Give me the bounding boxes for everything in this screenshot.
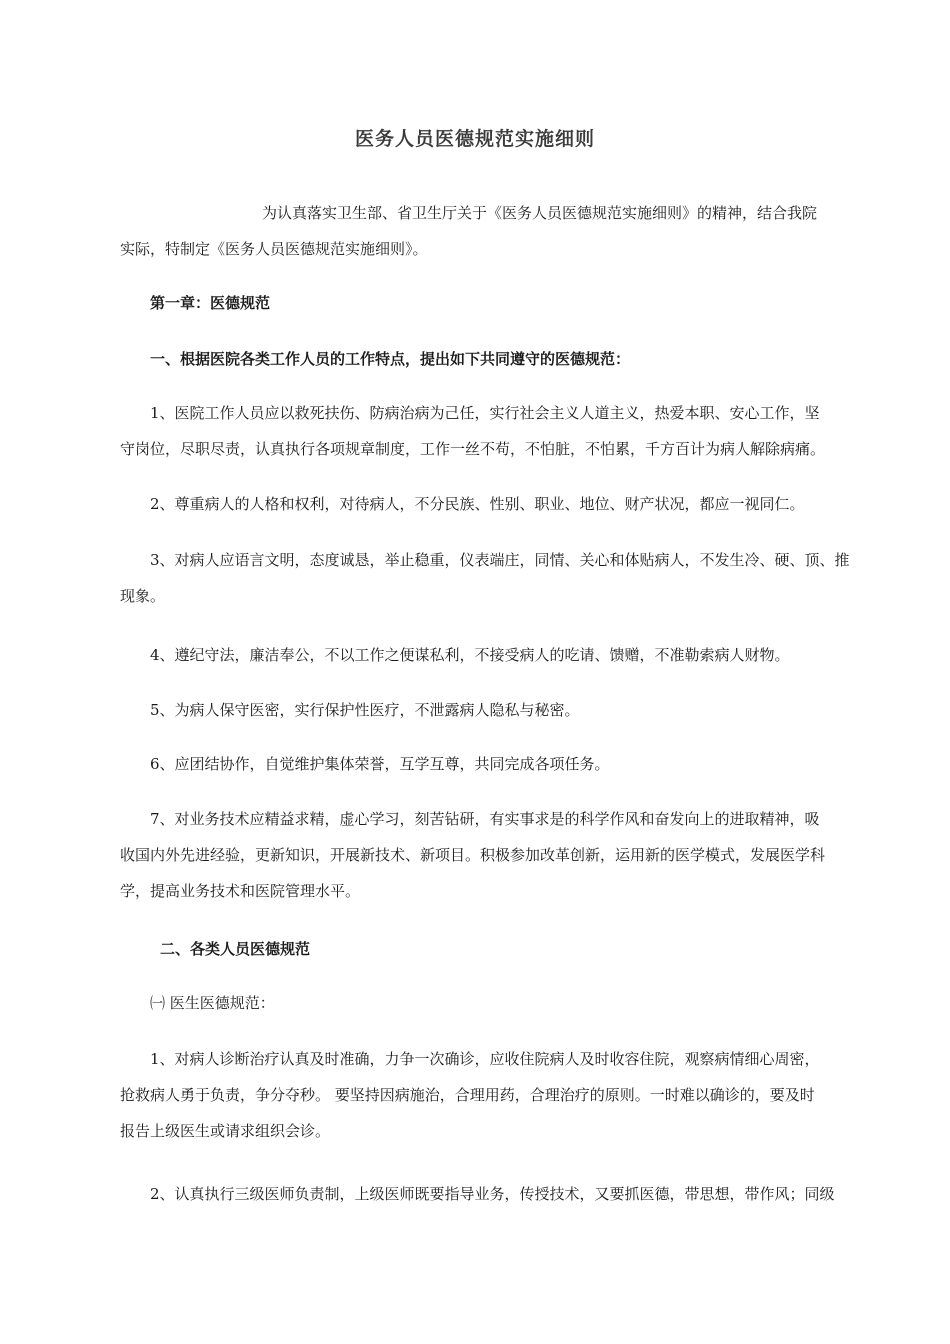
document-title: 医务人员医德规范实施细则 — [354, 128, 595, 150]
rule-line: 收国内外先进经验，更新知识，开展新技术、新项目。积极参加改革创新，运用新的医学模式，发展医学科 — [120, 846, 826, 864]
rule-paragraph — [120, 395, 832, 467]
rule-line: 6、应团结协作，自觉维护集体荣誉，互学互尊，共同完成各项任务。 — [150, 755, 610, 773]
intro-line: 实际，特制定《医务人员医德规范实施细则》。 — [120, 240, 428, 258]
rule-line: 3、对病人应语言文明，态度诚恳，举止稳重，仪表端庄，同情、关心和体贴病人，不发生冷、硬、顶、推 — [150, 551, 850, 569]
rule-paragraph — [120, 746, 832, 782]
rule-line: 4、遵纪守法，廉洁奉公，不以工作之便谋私利，不接受病人的吃请、馈赠，不准勒索病人财物。 — [150, 646, 790, 664]
rule-paragraph — [120, 637, 832, 673]
section-heading: 一、根据医院各类工作人员的工作特点，提出如下共同遵守的医德规范： — [150, 350, 631, 368]
rule-paragraph — [120, 692, 832, 728]
chapter-heading: 第一章：医德规范 — [150, 294, 271, 312]
rule-line: 报告上级医生或请求组织会诊。 — [120, 1122, 331, 1140]
doctor-rule-paragraph — [120, 1176, 835, 1212]
rule-line: 抢救病人勇于负责，争分夺秒。 要坚持因病施治，合理用药，合理治疗的原则。一时难以确诊的，要及时 — [120, 1086, 815, 1104]
rule-line: 2、认真执行三级医师负责制，上级医师既要指导业务，传授技术，又要抓医德，带思想，带作风；同级 — [150, 1185, 835, 1203]
rule-paragraph — [120, 801, 832, 909]
rule-line: 学，提高业务技术和医院管理水平。 — [120, 882, 361, 900]
intro-paragraph — [120, 195, 832, 267]
rule-line: 现象。 — [120, 587, 166, 605]
rule-line: 2、尊重病人的人格和权利，对待病人，不分民族、性别、职业、地位、财产状况，都应一视同仁。 — [150, 495, 805, 513]
rule-paragraph — [120, 542, 850, 614]
rule-line: 7、对业务技术应精益求精，虚心学习，刻苦钻研，有实事求是的科学作风和奋发向上的进取精神，吸 — [150, 810, 820, 828]
section-heading: 二、各类人员医德规范 — [160, 940, 311, 958]
rule-paragraph — [120, 486, 832, 522]
intro-line: 为认真落实卫生部、省卫生厅关于《医务人员医德规范实施细则》的精神，结合我院 — [262, 204, 818, 222]
rule-line: 守岗位，尽职尽责，认真执行各项规章制度，工作一丝不苟，不怕脏，不怕累，千方百计为病人解除病痛。 — [120, 440, 826, 458]
rule-line: 5、为病人保守医密，实行保护性医疗，不泄露病人隐私与秘密。 — [150, 701, 580, 719]
doctor-rule-paragraph — [120, 1041, 832, 1149]
rule-line: 1、医院工作人员应以救死扶伤、防病治病为己任，实行社会主义人道主义，热爱本职、安心工作，坚 — [150, 404, 820, 422]
rule-line: 1、对病人诊断治疗认真及时准确，力争一次确诊，应收住院病人及时收容住院，观察病情细心周密， — [150, 1050, 820, 1068]
subsection-heading — [120, 985, 832, 1021]
subsection-label: ㈠ 医生医德规范： — [150, 994, 275, 1012]
